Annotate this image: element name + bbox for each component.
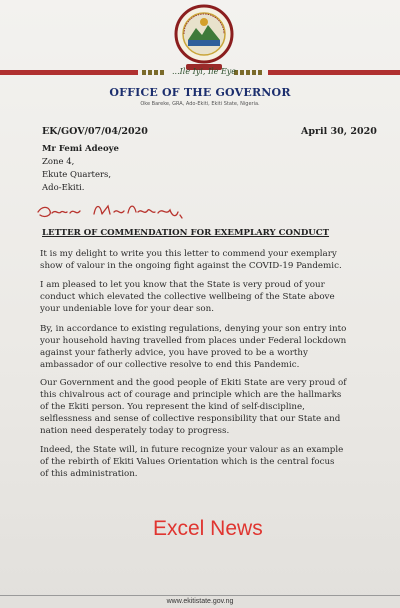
paragraph-5 — [40, 444, 364, 480]
paragraph-line: nation need desperately today to progress. — [40, 426, 230, 436]
paragraph-line: ambassador of our collective resolve to end this Pandemic. — [40, 360, 300, 370]
recipient-address-line: Ado-Ekiti. — [42, 183, 85, 193]
footer-divider — [0, 595, 400, 596]
recipient-address-line: Zone 4, — [42, 157, 75, 167]
recipient-address — [42, 143, 119, 195]
paragraph-line: Indeed, the State will, in future recognize your valour as an example — [40, 445, 344, 455]
paragraph-line: of this administration. — [40, 469, 138, 479]
letter-date: April 30, 2020 — [301, 126, 377, 137]
paragraph-line: conduct which elevated the collective wellbeing of the State above — [40, 292, 335, 302]
paragraph-line: Our Government and the good people of Ekiti State are very proud of — [40, 378, 347, 388]
excel-news-watermark: Excel News — [153, 517, 263, 540]
paragraph-line: It is my delight to write you this letter to commend your exemplary — [40, 249, 337, 259]
paragraph-line: your household having travelled from places under Federal lockdown — [40, 336, 347, 346]
office-address: Oke Bareke, GRA, Ado-Ekiti, Ekiti State, Nigeria. — [140, 101, 260, 107]
paragraph-line: of the Ekiti person. You represent the kind of self-discipline, — [40, 402, 305, 412]
paragraph-line: of the rebirth of Ekiti Values Orientation which is the central focus — [40, 457, 335, 467]
paragraph-line: against your fatherly advice, you have proved to be a worthy — [40, 348, 308, 358]
paragraph-line: this chivalrous act of courage and principle which are the hallmarks — [40, 390, 342, 400]
paragraph-2 — [40, 279, 364, 315]
ekiti-state-seal-logo — [174, 4, 234, 64]
paragraph-line: selflessness and sense of collective responsibility that our State and — [40, 414, 341, 424]
paragraph-3 — [40, 323, 364, 371]
paragraph-line: show of valour in the ongoing fight against the COVID-19 Pandemic. — [40, 261, 342, 271]
handwritten-salutation — [34, 198, 194, 224]
paragraph-line: your undeniable love for your dear son. — [40, 304, 215, 314]
paragraph-line: By, in accordance to existing regulations, denying your son entry into — [40, 324, 347, 334]
recipient-address-line: Ekute Quarters, — [42, 170, 112, 180]
paragraph-4 — [40, 377, 364, 437]
state-motto: ...Ile Iyi, Ile Eye — [172, 67, 237, 76]
office-title: OFFICE OF THE GOVERNOR — [109, 86, 291, 99]
recipient-name: Mr Femi Adeoye — [42, 144, 119, 154]
paragraph-1 — [40, 248, 364, 272]
reference-number: EK/GOV/07/04/2020 — [42, 126, 148, 137]
footer-website: www.ekitistate.gov.ng — [166, 598, 234, 605]
paragraph-line: I am pleased to let you know that the State is very proud of your — [40, 280, 325, 290]
letter-subject: LETTER OF COMMENDATION FOR EXEMPLARY CONDUCT — [42, 228, 330, 238]
